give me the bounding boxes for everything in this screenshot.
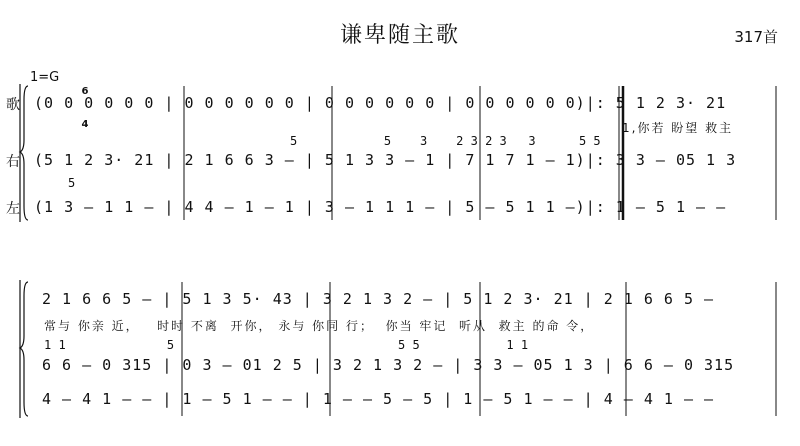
key-signature: 1=G — [30, 70, 60, 85]
voice-label-right: 右 — [6, 154, 20, 170]
voice-label-melody: 歌 — [6, 97, 20, 113]
system2-lyric-line: 常与 你亲 近， 时时 不离 开你， 永与 你同 行； 你当 牢记 听从 救主 的命 令， — [44, 319, 595, 333]
hymn-number: 317首 — [734, 28, 778, 46]
system1-melody-line: (0 0 0 0 0 0 | 0 0 0 0 0 0 | 0 0 0 0 0 0 | 0 0 0 0 0 0)|: 5 1 2 3· 21 — [34, 94, 727, 112]
system2-right-upper-notes: 1 1 5 5 5 1 1 — [44, 338, 529, 352]
system1-left-upper-notes: 5 — [68, 176, 76, 190]
system2-left-line: 4 – 4 1 – – | 1 – 5 1 – – | 1 – – 5 – 5 | 1 – 5 1 – – | 4 – 4 1 – – — [42, 390, 715, 408]
meter-bottom: 4 — [81, 119, 89, 130]
voice-label-left: 左 — [6, 201, 20, 217]
system1-left-line: (1 3 – 1 1 – | 4 4 – 1 – 1 | 3 – 1 1 1 – | 5 – 5 1 1 –)|: 1 – 5 1 – – — [34, 198, 727, 216]
hymn-title: 谦卑随主歌 — [339, 23, 460, 48]
system2-right-line: 6 6 – 0 315 | 0 3 – 01 2 5 | 3 2 1 3 2 – | 3 3 – 05 1 3 | 6 6 – 0 315 — [42, 356, 735, 374]
system1-lyric-line: 1,你若 盼望 救主 — [622, 121, 734, 135]
system1-right-upper-notes: 5 5 3 2 3 2 3 3 5 5 — [290, 134, 601, 148]
system1-right-line: (5 1 2 3· 21 | 2 1 6 6 3 – | 5 1 3 3 – 1 | 7 1 7 1 – 1)|: 3 3 – 05 1 3 — [34, 151, 737, 169]
system2-melody-line: 2 1 6 6 5 – | 5 1 3 5· 43 | 3 2 1 3 2 – | 5 1 2 3· 21 | 2 1 6 6 5 – — [42, 290, 715, 308]
meter-top: 6 — [81, 86, 89, 97]
